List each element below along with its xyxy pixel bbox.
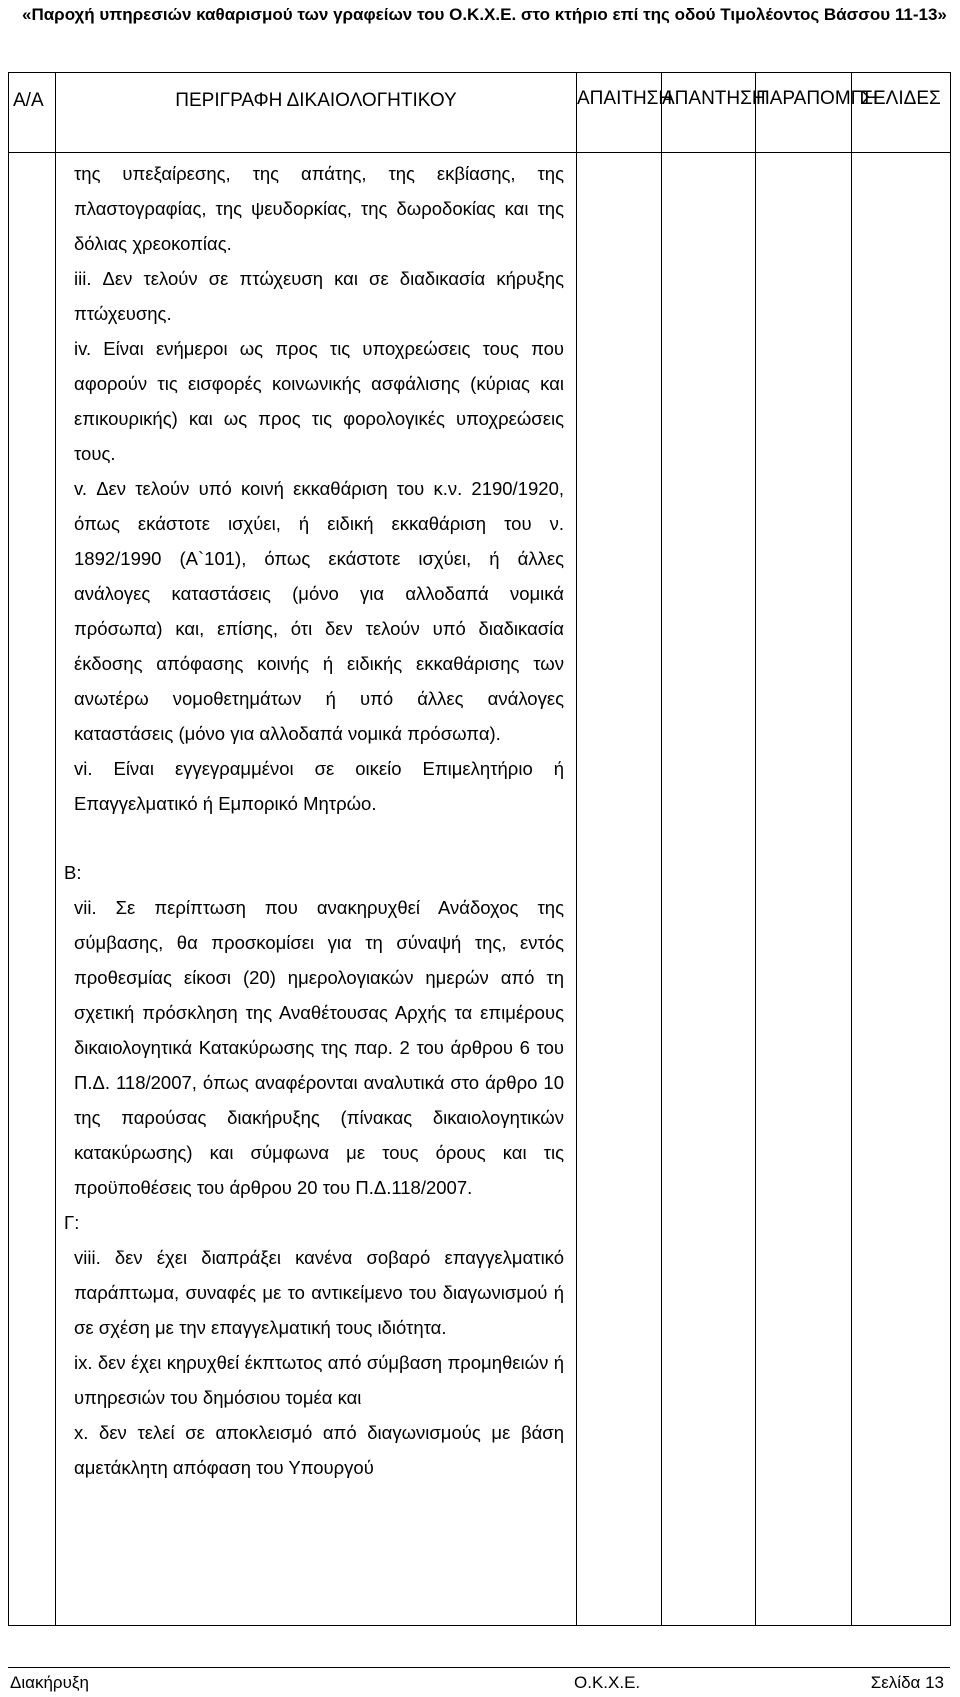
paragraph-iv: iv. Είναι ενήμεροι ως προς τις υποχρεώσεις τους που αφορούν τις εισφορές κοινωνικής ασφάλισης (κύριας και επικουρικής) και ως προς τις φορολογικές υποχρεώσεις τους.	[74, 338, 564, 464]
table-row	[9, 153, 951, 1626]
paragraph-iii: iii. Δεν τελούν σε πτώχευση και σε διαδικασία κήρυξης πτώχευσης.	[74, 268, 564, 324]
cell-requirement	[577, 153, 662, 1626]
footer-document-type: Διακήρυξη	[10, 1673, 89, 1692]
footer-page-number: Σελίδα 13	[870, 1673, 944, 1692]
paragraph-vi: vi. Είναι εγγεγραμμένοι σε οικείο Επιμελητήριο ή Επαγγελματικό ή Εμπορικό Μητρώο.	[74, 758, 564, 814]
header-reference: ΠΑΡΑΠΟΜΠΗ	[756, 73, 852, 153]
footer-organization: Ο.Κ.Χ.Ε.	[574, 1673, 641, 1692]
header-pages: ΣΕΛΙΔΕΣ	[852, 73, 951, 153]
spacer	[74, 821, 564, 855]
cell-reference	[756, 153, 852, 1626]
cell-description	[56, 153, 577, 1626]
header-response: ΑΠΑΝΤΗΣΗ	[662, 73, 756, 153]
section-label-c: Γ:	[64, 1212, 80, 1233]
paragraph-v: v. Δεν τελούν υπό κοινή εκκαθάριση του κ.ν. 2190/1920, όπως εκάστοτε ισχύει, ή ειδική εκκαθάριση του ν. 1892/1990 (Α`101), όπως εκάστοτε ισχύει, ή άλλες ανάλογες καταστάσεις (μόνο για αλλοδαπά νομικά πρόσωπα) και, επίσης, ότι δεν τελούν υπό διαδικασία έκδοσης απόφασης κοινής ή ειδικής εκκαθάρισης των ανωτέρω νομοθετημάτων ή υπό άλλες ανάλογες καταστάσεις (μόνο για αλλοδαπά νομικά πρόσωπα).	[74, 478, 564, 744]
header-description: ΠΕΡΙΓΡΑΦΗ ΔΙΚΑΙΟΛΟΓΗΤΙΚΟΥ	[56, 73, 577, 153]
cell-response	[662, 153, 756, 1626]
paragraph-viii: viii. δεν έχει διαπράξει κανένα σοβαρό επαγγελματικό παράπτωμα, συναφές με το αντικείμενο του διαγωνισμού ή σε σχέση με την επαγγελματική τους ιδιότητα.	[74, 1247, 564, 1338]
requirements-table	[8, 72, 951, 1626]
page-footer	[8, 1667, 950, 1694]
table-header-row	[9, 73, 951, 153]
cell-pages	[852, 153, 951, 1626]
paragraph-vii: vii. Σε περίπτωση που ανακηρυχθεί Ανάδοχος της σύμβασης, θα προσκομίσει για τη σύναψή της, εντός προθεσμίας είκοσι (20) ημερολογιακών ημερών από τη σχετική πρόσκληση της Αναθέτουσας Αρχής τα επιμέρους δικαιολογητικά Κατακύρωσης της παρ. 2 του άρθρου 6 του Π.Δ. 118/2007, όπως αναφέρονται αναλυτικά στο άρθρο 10 της παρούσας διακήρυξης (πίνακας δικαιολογητικών κατακύρωσης) και σύμφωνα με τους όρους και τις προϋποθέσεις του άρθρου 20 του Π.Δ.118/2007.	[74, 897, 564, 1198]
header-aa: Α/Α	[9, 73, 56, 153]
cell-aa	[9, 153, 56, 1626]
paragraph-x: x. δεν τελεί σε αποκλεισμό από διαγωνισμούς με βάση αμετάκλητη απόφαση του Υπουργού	[74, 1422, 564, 1478]
header-requirement: ΑΠΑΙΤΗΣΗ	[577, 73, 662, 153]
section-label-b: Β:	[64, 862, 82, 883]
paragraph-continuation: της υπεξαίρεσης, της απάτης, της εκβίασης, της πλαστογραφίας, της ψευδορκίας, της δωροδοκίας και της δόλιας χρεοκοπίας.	[74, 163, 564, 254]
paragraph-ix: ix. δεν έχει κηρυχθεί έκπτωτος από σύμβαση προμηθειών ή υπηρεσιών του δημόσιου τομέα και	[74, 1352, 564, 1408]
document-title: «Παροχή υπηρεσιών καθαρισμού των γραφείων του Ο.Κ.Χ.Ε. στο κτήριο επί της οδού Τιμολέοντος Βάσσου 11-13»	[22, 5, 947, 24]
